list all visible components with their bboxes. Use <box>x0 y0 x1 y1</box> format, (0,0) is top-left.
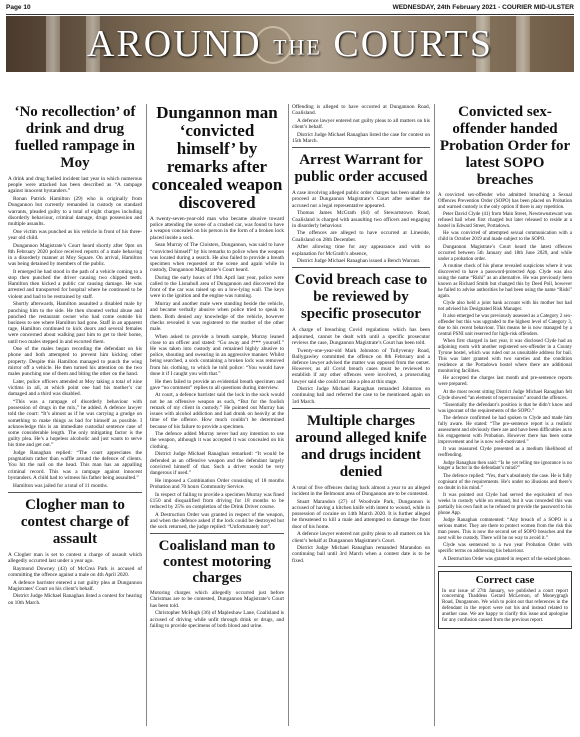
paragraph: Christopher McHugh (36) of Mapleshaw Lane, Coalisland is accused of driving while unfit through drink or drugs, and failing to provide specimens of both blood and urine. <box>150 610 284 629</box>
divider <box>292 408 430 409</box>
issue-date-line: WEDNESDAY, 24th February 2021 - COURIER MID-ULSTER <box>392 4 574 11</box>
section-title-word: THE <box>273 34 322 60</box>
paragraph: During the early hours of 19th April last year, police were called to the Lisnahull area of Dungannon and discovered the front of the car was raised up on a low-lying wall. The keys were in the ignition and the engine was running. <box>150 274 284 300</box>
paragraph: Judge Ranaghan then said: “Is he yet telling me ignorance is no longer a factor in the defendant’s mind?” <box>438 460 572 472</box>
paragraph: District Judge Michael Ranaghan remanded Marandon on continuing bail until 3rd March when a contest date is to be fixed. <box>292 545 430 564</box>
paragraph: District Judge Michael Ranaghan listed a contest for hearing on 10th March. <box>8 593 142 606</box>
headline: Dungannon man ‘convicted himself’ by remarks after concealed weapon discovered <box>151 103 283 212</box>
paragraph: The offences are alleged to have occurred at Lineside, Coalisland on 28th December. <box>292 230 430 243</box>
paragraph: Dungannon Magistrate’s Court heard shortly after 9pm on 8th February 2020 police received reports of a male behaving in a disorderly manner at Moy Square. On arrival, Hamilton was being detained by members of the public. <box>8 242 142 268</box>
paragraph: District Judge Michael Ranaghan issued a Bench Warrant. <box>297 258 421 265</box>
paragraph: In our issue of 27th January, we published a court report concerning Thaddeus Gerard McLernon, of Moneygragh Road, Dungannon. We wish to point out that references in the defendant in the report were not his and instead related to another case. We are happy to clarify this issue and apologise for any confusion caused from the previous report. <box>442 588 568 624</box>
paragraph: One victim was punched as his vehicle in front of his three-year old child. <box>8 228 142 241</box>
paragraph: A twenty-seven-year-old man who became abusive toward police attending the scene of a crashed car, was found to have a weapon concealed on his person in the form of a broken lock placed inside a sock. <box>150 216 284 241</box>
paragraph: District Judge Michael Ranaghan remanded Johnston on continuing bail and referred the case to be mentioned again on 3rd March. <box>292 386 430 405</box>
section-banner <box>6 16 574 72</box>
paragraph: Stuart Marandon (27) of Woodvale Park, Dungannon is accused of having a kitchen knife with intent to wound, while in possession of cocaine on 14th March 2020. It is further alleged he threatened to kill a male and attempted to damage the front door of his home. <box>292 498 430 530</box>
column-4 <box>438 104 572 629</box>
article-covid-breach <box>292 272 430 404</box>
paragraph: Ronan Patrick Hamilton (29) who is originally from Dungannon but currently remanded in custody on standard warrants, pleaded guilty to a total of eight charges including disorderly behaviour, criminal damage, drugs possession and multiple assaults. <box>8 196 142 227</box>
paragraph: Raymond Downey (43) of McCrea Park is accused of committing the offence against a male on 4th April 2020. <box>8 565 142 578</box>
paragraph: District Judge Michael Ranaghan listed the case for contest on 15th March. <box>292 131 430 145</box>
article-convicted-himself <box>150 104 284 530</box>
divider <box>292 147 430 148</box>
paragraph: A Clogher man is set to contest a charge of assault which allegedly occurred last under a year ago. <box>8 551 142 564</box>
paragraph: It also emerged he was previously assessed as a Category 2 sex-offender but this was upgraded to the highest level of Category 3, due to his recent behaviour. This means he is now managed by a central PSNI unit reserved for high-risk offenders. <box>438 314 572 337</box>
paragraph: The defence replied: “Yes, that’s absolutely the case. He is fully cognisant of the requirements. He’s under no illusions and there’s no doubt in his mind.” <box>438 473 572 491</box>
paragraph: At the most recent sitting District Judge Michael Ranaghan felt Clyde showed “an element of repercussion” around the offences. <box>438 389 572 401</box>
article-coalisland-motoring <box>150 538 284 629</box>
paragraph: The defence added Murray never had any intention to use the weapon, although it was accepted it was concealed on his clothing. <box>150 431 284 450</box>
article-sopo-breaches <box>438 104 572 563</box>
divider <box>438 566 572 567</box>
paragraph: Murray and another male were standing beside the vehicle, and became verbally abusive when police tried to speak to them. Both denied any knowledge of the vehicle, however checks revealed it was registered to the mother of the other male. <box>150 301 284 332</box>
paragraph: A defence barrister entered a not guilty plea at Dungannon Magistrates’ Court on his client’s behalf. <box>8 579 142 592</box>
article-no-recollection <box>8 104 142 489</box>
paragraph: In respect of failing to provide a specimen Murray was fined £150 and disqualified from driving for 18 months to be reduced by 25% on completion of the Drink Driver course. <box>150 491 284 510</box>
article-knife-drugs <box>292 413 430 564</box>
column-divider <box>146 104 147 726</box>
headline: Multiple charges around alleged knife and drugs incident denied <box>295 412 427 480</box>
page-number: Page 10 <box>6 4 31 11</box>
paragraph: It was reassured Clyde presented as a medium likelihood of reoffending. <box>438 447 572 459</box>
paragraph: Clyde was sentenced to a two year Probation Order with specific terms on addressing his behaviour. <box>438 543 572 555</box>
paragraph: Clyde also held a joint bank account with his mother but had not advised his Designated Risk Manager. <box>438 300 572 312</box>
paragraph: A Destruction Order was granted in respect of the seized phone. <box>443 556 571 562</box>
column-1 <box>8 104 142 607</box>
paragraph: He accepted the charges last month and pre-sentence reports were prepared. <box>438 376 572 388</box>
headline: Coalisland man to contest motoring charges <box>158 538 276 587</box>
headline: ‘No recollection’ of drink and drug fuelled rampage in Moy <box>14 104 136 171</box>
headline: Clogher man to contest charge of assault <box>20 496 130 547</box>
paragraph: A Destruction Order was granted in respect of the weapon, and when the defence asked if the lock could be destroyed but the sock returned, the judge replied: “Unfortunately not”. <box>150 511 284 531</box>
paragraph: Judge Ranaghan commented: “Any breach of a SOPO is a serious matter. They are there to protect women from the risk this man poses. This is now the second set of SOPO breaches and the next will be custody. There will be no way to avoid it.” <box>438 518 572 541</box>
paragraph: He was convicted of attempted sexual communication with a child in October 2019 and made subject to the SOPO. <box>438 231 572 243</box>
paragraph: The defence confirmed he had spoken to Clyde and made him fully aware. He stated: “The pre-sentence report is a realistic assessment and obviously there are and have been difficulties as to his engagement with Probation. However there has been some improvement and he is now well-motivated.” <box>438 416 572 445</box>
paragraph: Twenty-one-year-old Mark Johnston of Tullyvenny Road, Ballygawley committed the offence on 8th February and a defence lawyer advised the matter was opposed from the outset. However, as all Covid breach cases must be reviewed to establish if any other offences were involved, a prosecuting lawyer said she could not take a plea at this stage. <box>292 347 430 385</box>
article-clogher-assault <box>8 497 142 606</box>
paragraph: When first charged in last year, it was disclosed Clyde had an adjoining room with another registered sex-offender in a County Tyrone hostel, which was ruled out as unsuitable address for bail. This was later granted with two sureties and the condition residence at the Portadown hostel where there are additional monitoring facilities. <box>438 339 572 374</box>
paragraph: Sean Murray of The Cloisters, Dungannon, was said to have “convicted himself” by his remarks to police when the weapon was located during a search. He also failed to provide a breath specimen when requested at the scene and again while in custody, Dungannon Magistrate’s Court heard. <box>150 242 284 274</box>
column-2 <box>150 104 284 630</box>
paragraph: A charge of breaching Covid regulations which has been adjourned, cannot be dealt with until a specific prosecutor reviews the case, Dungannon Magistrate’s Court has been told. <box>292 327 430 346</box>
headline: Convicted sex-offender handed Probation Order for latest SOPO breaches <box>439 104 571 188</box>
section-title-word: COURTS <box>333 23 493 65</box>
paragraph: After allowing time for any appearance and with no explanation for McGrath’s absence, <box>292 244 430 257</box>
headline: Arrest Warrant for public order accused <box>294 152 428 186</box>
section-title <box>6 22 574 66</box>
column-divider <box>434 104 435 726</box>
paragraph: One of the males began recording the defendant on his phone and both attempted to prevent him kicking other property. Despite this Hamilton managed to punch the wing mirror off a vehicle. He then turned his attention on the two males punching one of them and biting the other on the hand. <box>8 346 142 378</box>
paragraph: District Judge Michael Ranaghan remarked: “It would be defended as an offensive weapon and the defendant largely convicted himself of that. Such a driver would be very dangerous if used.” <box>150 451 284 476</box>
paragraph: A defence lawyer entered not guilty pleas to all matters on his client’s behalf at Dungannon Magistrate’s Court. <box>292 531 430 544</box>
paragraph: Peter David Clyde (41) from Main Street, Newtownstewart was refused bail when first charged but later released to reside at a hostel in Edward Street, Portadown. <box>438 212 572 230</box>
paragraph: He imposed a Combination Order consisting of 18 months Probation and 70 hours Community Service. <box>150 477 284 490</box>
article-arrest-warrant <box>292 152 430 264</box>
divider <box>150 533 284 534</box>
column-3 <box>292 104 430 565</box>
paragraph: It emerged he had stood in the path of a vehicle coming to a stop then punched the driver causing two chipped teeth. Hamilton then kicked a public car causing damage. He was arrested and transported for hospital where he continued to be violent and had to be restrained by staff. <box>8 268 142 300</box>
paragraph: Judge Ranaghan replied: “The court appreciates the pragmatism rather than waffle around the defence of clients. You hit the nail on the head. This man has an appalling criminal record. This was a rampage against innocent bystanders. A child had to witness his father being assaulted.” <box>8 450 142 481</box>
divider <box>292 267 430 268</box>
headline: Covid breach case to be reviewed by specific prosecutor <box>294 272 428 323</box>
paragraph: Hamilton was jailed for a total of 11 months. <box>13 482 108 489</box>
paragraph: “Essentially the defendant’s position is that he didn’t know and was ignorant of the requirements of the SOPO.” <box>438 402 572 414</box>
paragraph: “This was a rampage of disorderly behaviour with possession of drugs in the mix,” he added. A defence lawyer told the court: “It’s almost as if he was carrying a grudge on something to make things as bad for himself as possible. I acknowledge this is an immediate custodial sentence case of some considerable length. The only mitigating factor is the guilty plea. He’s a hopeless alcoholic and just wants to serve his time and get out.” <box>8 398 142 449</box>
column-divider <box>288 104 289 726</box>
article-coalisland-motoring-continued <box>292 104 430 144</box>
paragraph: Offending is alleged to have occurred at Dungannon Road, Coalisland. <box>292 104 430 117</box>
page-header <box>6 4 574 15</box>
paragraph: At court, a defence barrister said the lock in the sock would not be an offensive weapon as such, “But for the foolish remark of my client in custody.” He pointed out Murray has issues with alcohol addiction and had drunk on heavily at the time of the offence. How much couldn’t be determined because of his failure to provide a specimen. <box>150 392 284 430</box>
paragraph: A drink and drug fuelled incident last year in which numerous people were attacked has been described as “A rampage against innocent bystanders.” <box>8 176 142 195</box>
paragraph: Thomas James McGrath (64) of Stewartstown Road, Coalisland is charged with assaulting two officers and engaging in disorderly behaviour. <box>292 210 430 229</box>
section-title-word: AROUND <box>87 23 262 65</box>
article-correct-case <box>438 571 572 629</box>
headline: Correct case <box>475 573 535 586</box>
paragraph: Motoring charges which allegedly occurred just before Christmas are to be contested, Dungannon Magistrate’s Court has been told. <box>150 590 284 609</box>
paragraph: A defence lawyer entered not guilty pleas to all matters on his client’s behalf. <box>292 117 430 131</box>
paragraph: A total of five offences during back almost a year to an alleged incident in the Belmount area of Dungannon are to be contested. <box>292 484 430 498</box>
paragraph: Shortly afterwards, Hamilton assaulted a disabled male by punching him to the side. He then shouted verbal abuse and punched the restaurant owner who had come outside his business to see where Hamilton had gone. Staff in an apparent rage, Hamilton continued to kick doors and several females were concerned about walking past him to get to their home, until two males stepped in and escorted them. <box>8 301 142 345</box>
paragraph: A case involving alleged public order charges has been unable to proceed at Dungannon Magistrate’s Court after neither the accused nor a legal representative appeared. <box>292 190 430 209</box>
paragraph: Later, police officers attended at Moy taking a total of nine victims in all, at which point one had his mother’s car damaged and a third was disabled. <box>8 378 142 398</box>
paragraph: When asked to provide a breath sample, Murray leaned close to an officer and stated: “Go away and f*** yourself.” He was taken into custody and remained highly abusive to police, shouting and swearing in an aggressive manner. Whilst being searched, a sock containing a broken lock was removed from his clothing, to which he told police: “You would have done it if I caught you with that.” <box>150 333 284 377</box>
divider <box>8 492 142 493</box>
paragraph: A routine check of his phone revealed suspicions where it was discovered to have a password-protected App. Clyde was also using the name “Rishi” as an alternative. He was previously been known as Richard Smith but changed this by Deed Poll, however he failed to advise authorities he had been using the name “Rishi” again. <box>438 263 572 299</box>
paragraph: Dungannon Magistrate’s Court heard the latest offences occurred between 5th January and 18th June 2020, and while under a probation order. <box>438 244 572 262</box>
paragraph: He then failed to provide an evidential breath specimen and gave “no comment” replies to all questions during interview. <box>150 378 284 391</box>
paragraph: It was pointed out Clyde had served the equivalent of two weeks in custody while on remand, but it was conceded this was partially his own fault as he refused to provide the password to his phone App. <box>438 493 572 516</box>
paragraph: A convicted sex-offender who admitted breaching a Sexual Offences Prevention Order (SOPO) has been placed on Probation and warned custody is the only option if there is any repetition. <box>438 193 572 210</box>
